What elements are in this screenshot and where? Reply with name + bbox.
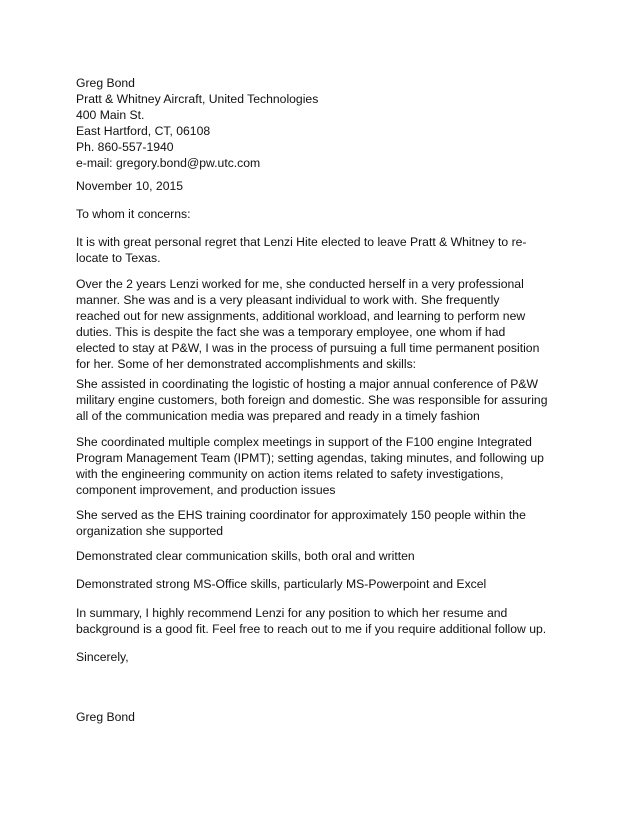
- paragraph-3: She assisted in coordinating the logistic of hosting a major annual conference of P&W military engine customers, both foreign and domestic. She was responsible for assuring all of the communication media was prepared and ready in a timely fashion: [76, 377, 548, 423]
- letter-date: November 10, 2015: [76, 179, 184, 193]
- sender-address: [76, 75, 566, 171]
- sender-email: e-mail: gregory.bond@pw.utc.com: [76, 156, 261, 170]
- sender-name: Greg Bond: [76, 76, 135, 90]
- paragraph-6: Demonstrated clear communication skills, both oral and written: [76, 549, 415, 563]
- paragraph-4: She coordinated multiple complex meetings in support of the F100 engine Integrated Program Management Team (IPMT); setting agendas, taking minutes, and following up with the engineering community on action items related to safety investigations, component improvement, and production issues: [76, 435, 544, 497]
- sender-company: Pratt & Whitney Aircraft, United Technologies: [76, 92, 319, 106]
- paragraph-8: In summary, I highly recommend Lenzi for any position to which her resume and background is a good fit. Feel free to reach out to me if you require additional follow up.: [76, 606, 547, 636]
- sender-phone: Ph. 860-557-1940: [76, 140, 174, 154]
- paragraph-2: Over the 2 years Lenzi worked for me, she conducted herself in a very professional manner. She was and is a very pleasant individual to work with. She frequently reached out for new assignments, additional workload, and learning to perform new duties. This is despite the fact she was a temporary employee, one whom if had elected to stay at P&W, I was in the process of pursuing a full time permanent position for her. Some of her demonstrated accomplishments and skills:: [76, 277, 540, 371]
- paragraph-1: It is with great personal regret that Lenzi Hite elected to leave Pratt & Whitney to re- locate to Texas.: [76, 235, 527, 265]
- paragraph-7: Demonstrated strong MS-Office skills, particularly MS-Powerpoint and Excel: [76, 577, 487, 591]
- signature: Greg Bond: [76, 710, 135, 724]
- salutation: To whom it concerns:: [76, 207, 191, 221]
- paragraph-5: She served as the EHS training coordinator for approximately 150 people within the organization she supported: [76, 508, 526, 538]
- sender-street: 400 Main St.: [76, 108, 145, 122]
- closing: Sincerely,: [76, 650, 129, 664]
- sender-city: East Hartford, CT, 06108: [76, 124, 211, 138]
